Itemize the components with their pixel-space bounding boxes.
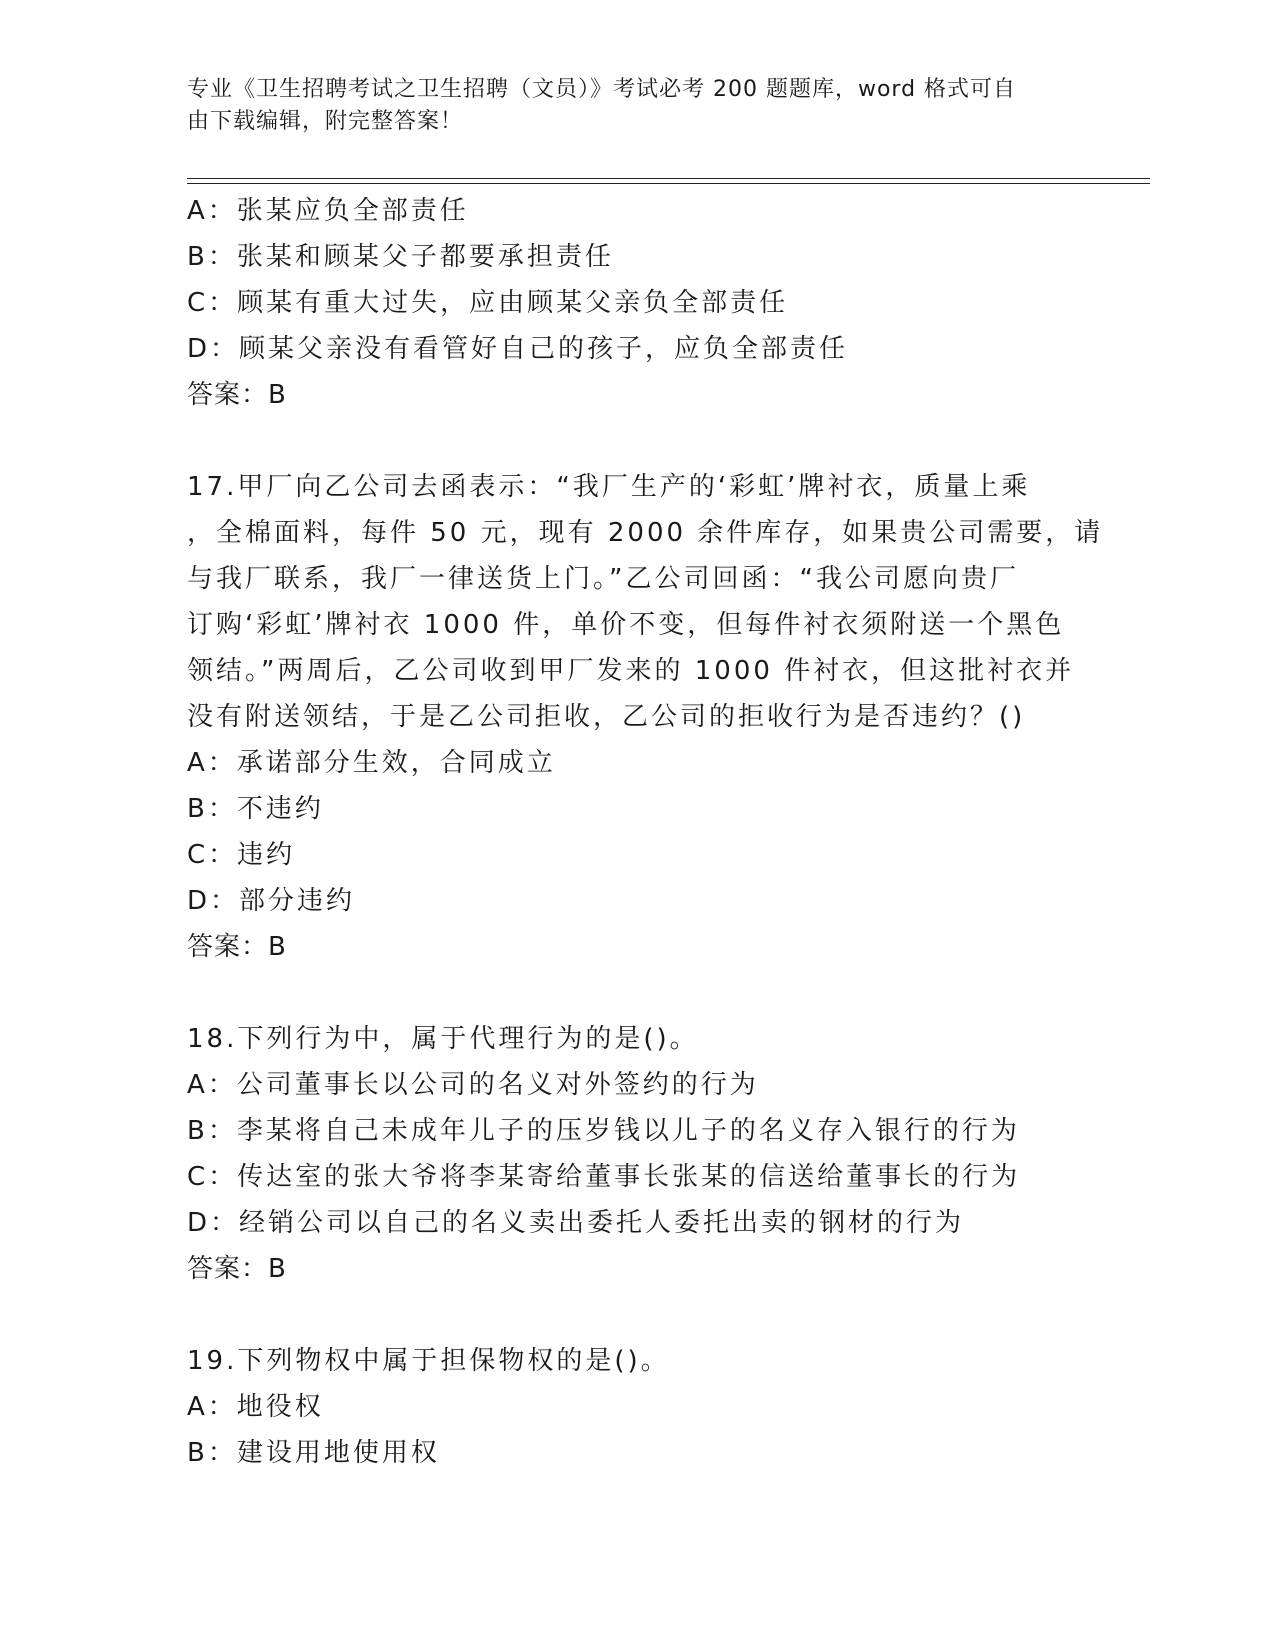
question-18 bbox=[187, 1016, 1087, 1292]
question-text: 18.下列行为中，属于代理行为的是()。 bbox=[187, 1024, 699, 1054]
option-a: A：张某应负全部责任 bbox=[187, 196, 469, 226]
question-17 bbox=[187, 464, 1104, 970]
question-19 bbox=[187, 1338, 1087, 1476]
answer: 答案：B bbox=[187, 380, 287, 410]
header-divider-bottom bbox=[187, 183, 1150, 184]
option-a: A：承诺部分生效，合同成立 bbox=[187, 748, 556, 778]
question-line: ，全棉面料，每件 50 元，现有 2000 余件库存，如果贵公司需要，请 bbox=[187, 518, 1104, 548]
question-text bbox=[187, 464, 1104, 740]
option-a: A：公司董事长以公司的名义对外签约的行为 bbox=[187, 1070, 759, 1100]
spacer bbox=[187, 418, 1087, 464]
question-text: 19.下列物权中属于担保物权的是()。 bbox=[187, 1346, 670, 1376]
option-d: D：顾某父亲没有看管好自己的孩子，应负全部责任 bbox=[187, 334, 849, 364]
header-divider-top bbox=[187, 178, 1150, 179]
option-a: A：地役权 bbox=[187, 1392, 324, 1422]
question-line: 17.甲厂向乙公司去函表示：“我厂生产的‘彩虹’牌衬衣，质量上乘 bbox=[187, 472, 1031, 502]
answer: 答案：B bbox=[187, 1254, 287, 1284]
option-b: B：李某将自己未成年儿子的压岁钱以儿子的名义存入银行的行为 bbox=[187, 1116, 1020, 1146]
option-c: C：传达室的张大爷将李某寄给董事长张某的信送给董事长的行为 bbox=[187, 1162, 1021, 1192]
option-b: B：不违约 bbox=[187, 794, 324, 824]
question-line: 订购‘彩虹’牌衬衣 1000 件，单价不变，但每件衬衣须附送一个黑色 bbox=[187, 610, 1065, 640]
option-c: C：违约 bbox=[187, 840, 296, 870]
spacer bbox=[187, 970, 1087, 1016]
header-line-2: 由下载编辑，附完整答案！ bbox=[187, 109, 464, 134]
spacer bbox=[187, 1292, 1087, 1338]
question-line: 没有附送领结，于是乙公司拒收，乙公司的拒收行为是否违约？() bbox=[187, 702, 1026, 732]
header-line-1: 专业《卫生招聘考试之卫生招聘（文员）》考试必考 200 题题库，word 格式可自 bbox=[187, 77, 1017, 102]
option-b: B：张某和顾某父子都要承担责任 bbox=[187, 242, 614, 272]
option-d: D：经销公司以自己的名义卖出委托人委托出卖的钢材的行为 bbox=[187, 1208, 965, 1238]
question-list bbox=[187, 188, 1104, 1476]
option-d: D：部分违约 bbox=[187, 886, 356, 916]
question-16 bbox=[187, 188, 1087, 418]
option-c: C：顾某有重大过失，应由顾某父亲负全部责任 bbox=[187, 288, 789, 318]
answer: 答案：B bbox=[187, 932, 287, 962]
question-line: 与我厂联系，我厂一律送货上门。”乙公司回函：“我公司愿向贵厂 bbox=[187, 564, 1019, 594]
document-header bbox=[187, 74, 1067, 138]
option-b: B：建设用地使用权 bbox=[187, 1438, 440, 1468]
question-line: 领结。”两周后，乙公司收到甲厂发来的 1000 件衬衣，但这批衬衣并 bbox=[187, 656, 1075, 686]
